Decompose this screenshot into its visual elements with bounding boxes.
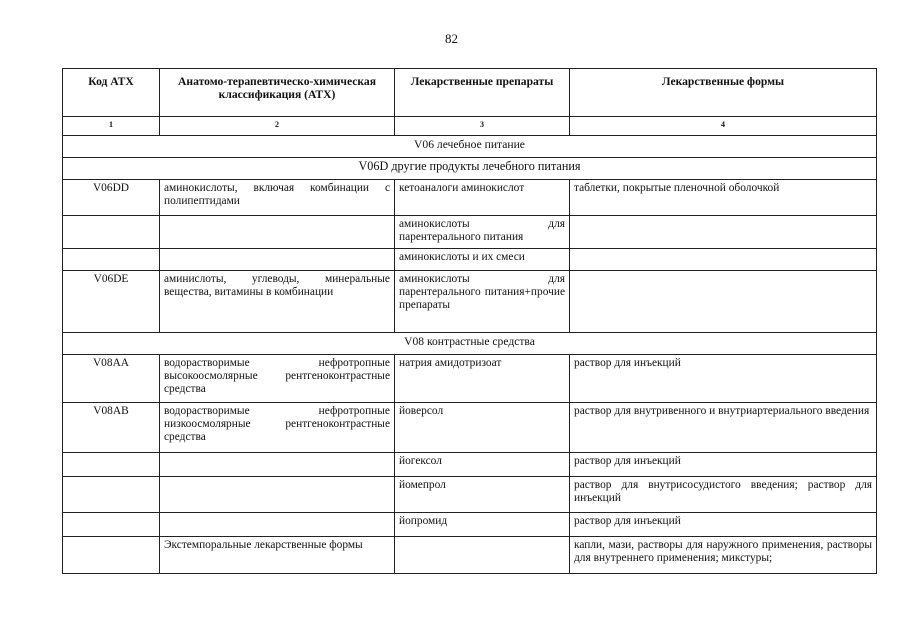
form-cell xyxy=(570,249,877,271)
column-number: 2 xyxy=(160,117,395,136)
classification-cell: аминислоты, углеводы, минеральные вещества, витамины в комбинации xyxy=(160,271,395,333)
table-row xyxy=(63,403,877,453)
classification-cell xyxy=(160,216,395,249)
table-row xyxy=(63,537,877,574)
table-row xyxy=(63,180,877,216)
table-row xyxy=(63,216,877,249)
table-row xyxy=(63,453,877,477)
page-number: 82 xyxy=(445,31,458,46)
section-row xyxy=(63,136,877,158)
table-row xyxy=(63,477,877,513)
drug-cell: йогексол xyxy=(395,453,570,477)
section-row xyxy=(63,158,877,180)
header-drugs: Лекарственные препараты xyxy=(395,69,570,117)
form-cell xyxy=(570,271,877,333)
form-cell: раствор для внутрисосудистого введения; раствор для инъекций xyxy=(570,477,877,513)
atc-code-cell xyxy=(63,513,160,537)
atc-code-cell: V06DE xyxy=(63,271,160,333)
atc-code-cell xyxy=(63,537,160,574)
table-row xyxy=(63,249,877,271)
column-number-row xyxy=(63,117,877,136)
classification-cell: водорастворимые нефротропные низкоосмолярные рентгеноконтрастные средства xyxy=(160,403,395,453)
column-number: 4 xyxy=(570,117,877,136)
table-row xyxy=(63,513,877,537)
column-number: 1 xyxy=(63,117,160,136)
drug-cell xyxy=(395,537,570,574)
form-cell: раствор для внутривенного и внутриартериального введения xyxy=(570,403,877,453)
classification-cell xyxy=(160,453,395,477)
atc-code-cell xyxy=(63,453,160,477)
atc-table xyxy=(62,68,877,574)
header-row xyxy=(63,69,877,117)
atc-code-cell: V08AA xyxy=(63,355,160,403)
form-cell: раствор для инъекций xyxy=(570,513,877,537)
classification-cell: Экстемпоральные лекарственные формы xyxy=(160,537,395,574)
drug-cell: аминокислоты для парентерального питания+прочие препараты xyxy=(395,271,570,333)
drug-cell: натрия амидотризоат xyxy=(395,355,570,403)
header-forms: Лекарственные формы xyxy=(570,69,877,117)
drug-cell: аминокислоты и их смеси xyxy=(395,249,570,271)
classification-cell xyxy=(160,477,395,513)
form-cell: капли, мази, растворы для наружного применения, растворы для внутреннего применения; микстуры; xyxy=(570,537,877,574)
form-cell xyxy=(570,216,877,249)
table-row xyxy=(63,271,877,333)
classification-cell xyxy=(160,513,395,537)
form-cell: раствор для инъекций xyxy=(570,355,877,403)
header-code: Код АТХ xyxy=(63,69,160,117)
atc-code-cell xyxy=(63,216,160,249)
atc-code-cell: V06DD xyxy=(63,180,160,216)
form-cell: раствор для инъекций xyxy=(570,453,877,477)
section-v06d: V06D другие продукты лечебного питания xyxy=(63,158,877,180)
classification-cell xyxy=(160,249,395,271)
atc-code-cell xyxy=(63,249,160,271)
drug-cell: йопромид xyxy=(395,513,570,537)
section-v08: V08 контрастные средства xyxy=(63,333,877,355)
classification-cell: аминокислоты, включая комбинации с полипептидами xyxy=(160,180,395,216)
table-row xyxy=(63,355,877,403)
drug-cell: кетоаналоги аминокислот xyxy=(395,180,570,216)
drug-cell: йоверсол xyxy=(395,403,570,453)
section-row xyxy=(63,333,877,355)
drug-cell: аминокислоты для парентерального питания xyxy=(395,216,570,249)
classification-cell: водорастворимые нефротропные высокоосмолярные рентгеноконтрастные средства xyxy=(160,355,395,403)
atc-code-cell: V08AB xyxy=(63,403,160,453)
drug-cell: йомепрол xyxy=(395,477,570,513)
form-cell: таблетки, покрытые пленочной оболочкой xyxy=(570,180,877,216)
header-classification: Анатомо-терапевтическо-химическая классификация (АТХ) xyxy=(160,69,395,117)
atc-code-cell xyxy=(63,477,160,513)
section-v06: V06 лечебное питание xyxy=(63,136,877,158)
column-number: 3 xyxy=(395,117,570,136)
